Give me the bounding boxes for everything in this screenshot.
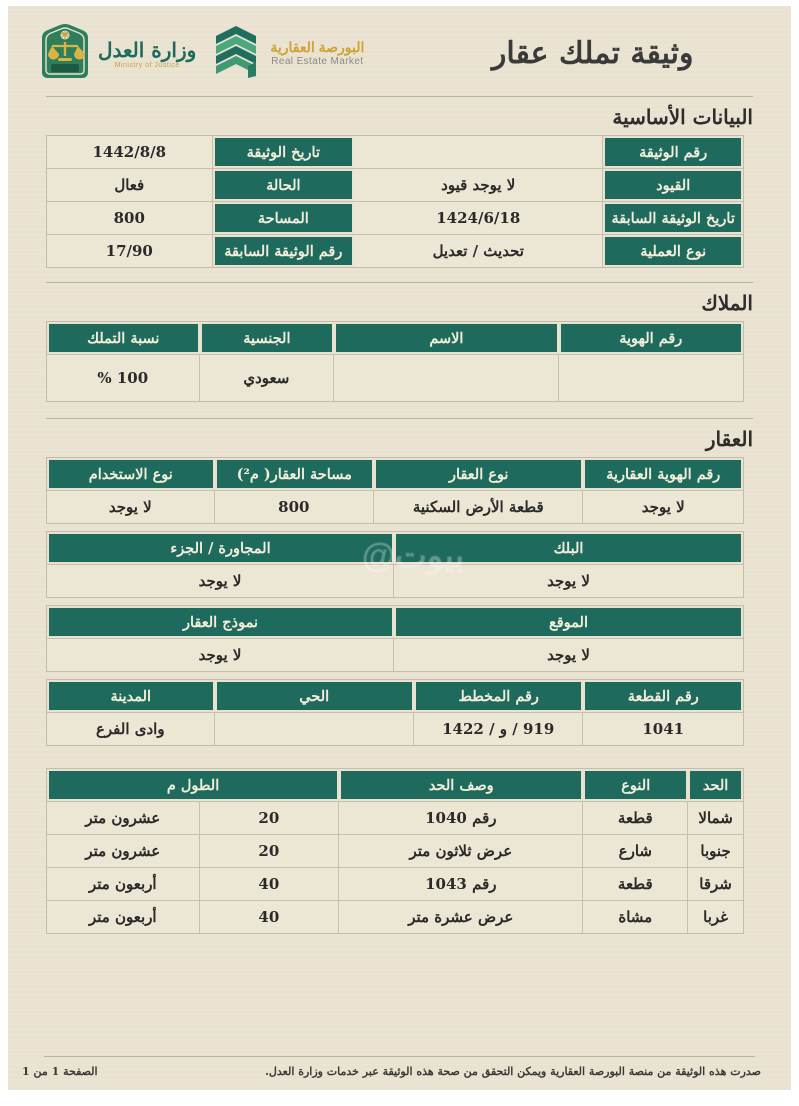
boundary-row-south xyxy=(47,835,743,868)
column-header: رقم الهوية العقارية xyxy=(583,458,743,490)
table-row xyxy=(47,639,743,671)
district-value xyxy=(215,713,414,745)
table-row xyxy=(47,169,743,202)
header-logos xyxy=(38,22,364,84)
boundary-type: قطعة xyxy=(583,868,688,900)
boundary-description: رقم 1043 xyxy=(339,868,583,900)
column-header: الجنسية xyxy=(200,322,335,354)
property-area-value: 800 xyxy=(215,491,375,523)
location-value: لا يوجد xyxy=(547,646,590,664)
column-header: رقم الهوية xyxy=(559,322,743,354)
column-header: مساحة العقار( م²) xyxy=(215,458,375,490)
boundary-description: عرض ثلاثون متر xyxy=(339,835,583,867)
field-label: تاريخ الوثيقة xyxy=(213,136,355,168)
moj-logo-arabic-label: وزارة العدل xyxy=(98,37,197,62)
rem-logo-arabic-label: البورصة العقارية xyxy=(270,39,365,55)
deed-document xyxy=(8,6,791,1090)
field-value: فعال xyxy=(47,169,213,201)
property-location-table xyxy=(46,605,744,672)
field-value xyxy=(354,136,603,168)
column-header: المدينة xyxy=(47,680,215,712)
basic-data-table xyxy=(46,135,744,268)
field-value: 1442/8/8 xyxy=(47,136,213,168)
rem-logo-english-label: Real Estate Market xyxy=(271,56,364,67)
property-usage-value: لا يوجد xyxy=(47,491,215,523)
model-value: لا يوجد xyxy=(47,639,394,671)
boundary-length-text: عشرون متر xyxy=(47,835,200,867)
owner-id-value xyxy=(559,355,743,401)
field-label: القيود xyxy=(603,169,743,201)
column-header: نموذج العقار xyxy=(47,606,394,638)
table-header-row xyxy=(47,532,743,565)
column-header: نوع العقار xyxy=(374,458,583,490)
property-plot-table xyxy=(46,679,744,746)
field-value: 17/90 xyxy=(47,235,213,267)
property-type-value: قطعة الأرض السكنية xyxy=(374,491,583,523)
boundary-row-east xyxy=(47,868,743,901)
boundary-side: شرقا xyxy=(699,875,732,893)
table-header-row xyxy=(47,680,743,713)
table-row xyxy=(47,355,743,401)
field-label: المساحة xyxy=(213,202,355,234)
plan-number-value: 919 / و / 1422 xyxy=(414,713,584,745)
table-header-row xyxy=(47,769,743,802)
boundary-length-text: أربعون متر xyxy=(47,868,200,900)
property-main-table xyxy=(46,457,744,524)
boundary-length-text: عشرون متر xyxy=(47,802,200,834)
real-estate-market-logo xyxy=(210,24,364,82)
boundary-side: جنوبا xyxy=(700,842,731,860)
boundary-row-west xyxy=(47,901,743,933)
boundary-length-text: أربعون متر xyxy=(47,901,200,933)
boundary-row-north xyxy=(47,802,743,835)
document-footer xyxy=(8,1056,791,1078)
footer-note: صدرت هذه الوثيقة من منصة البورصة العقارية ويمكن التحقق من صحة هذه الوثيقة عبر خدمات وزارة العدل. xyxy=(265,1065,761,1078)
column-header: الاسم xyxy=(334,322,558,354)
section-title-property: العقار xyxy=(705,427,753,451)
column-header: رقم القطعة xyxy=(583,680,743,712)
boundary-type: مشاة xyxy=(583,901,688,933)
boundaries-table xyxy=(46,768,744,934)
boundary-length-number: 40 xyxy=(200,901,340,933)
table-row xyxy=(47,235,743,267)
page-number: الصفحة 1 من 1 xyxy=(22,1065,98,1078)
section-title-owners: الملاك xyxy=(701,291,753,315)
owners-table xyxy=(46,321,744,402)
field-label: الحالة xyxy=(213,169,355,201)
boundary-length-number: 20 xyxy=(200,802,340,834)
ministry-of-justice-logo xyxy=(38,22,196,84)
table-row xyxy=(47,202,743,235)
column-header: النوع xyxy=(583,769,688,801)
block-value: لا يوجد xyxy=(547,572,590,590)
boundary-side: غربا xyxy=(703,908,729,926)
page-title: وثيقة تملك عقار xyxy=(491,35,694,71)
plot-number-value: 1041 xyxy=(642,720,685,738)
column-header: المجاورة / الجزء xyxy=(47,532,394,564)
column-header: الحي xyxy=(215,680,414,712)
owner-name-value xyxy=(334,355,558,401)
table-row xyxy=(47,491,743,523)
owner-nationality-value: سعودي xyxy=(200,355,335,401)
document-header xyxy=(8,6,791,90)
column-header: البلك xyxy=(394,532,743,564)
boundary-length-number: 20 xyxy=(200,835,340,867)
section-title-basic-data: البيانات الأساسية xyxy=(612,105,753,129)
section-divider xyxy=(46,282,753,283)
property-id-value: لا يوجد xyxy=(641,498,685,516)
boundary-type: قطعة xyxy=(583,802,688,834)
column-header: رقم المخطط xyxy=(414,680,584,712)
column-header: وصف الحد xyxy=(339,769,583,801)
field-label: نوع العملية xyxy=(603,235,743,267)
section-divider xyxy=(46,418,753,419)
table-row xyxy=(47,565,743,597)
field-label: رقم الوثيقة السابقة xyxy=(213,235,355,267)
boundary-side: شمالا xyxy=(698,809,733,827)
boundary-description: عرض عشرة متر xyxy=(339,901,583,933)
field-label: تاريخ الوثيقة السابقة xyxy=(603,202,743,234)
table-header-row xyxy=(47,458,743,491)
field-value: تحديث / تعديل xyxy=(354,235,603,267)
column-header: نسبة التملك xyxy=(47,322,200,354)
moj-logo-english-label: Ministry of Justice xyxy=(114,61,180,69)
table-row xyxy=(47,136,743,169)
header-divider xyxy=(46,96,753,97)
table-row xyxy=(47,713,743,745)
field-value: 800 xyxy=(47,202,213,234)
owner-share-value: 100 % xyxy=(47,355,200,401)
column-header: الحد xyxy=(688,769,743,801)
footer-divider xyxy=(44,1056,755,1057)
moj-emblem-icon xyxy=(38,22,92,84)
city-value: وادى الفرع xyxy=(47,713,215,745)
column-header: الموقع xyxy=(394,606,743,638)
watermark: بيوت@ xyxy=(361,537,465,575)
field-value: 1424/6/18 xyxy=(354,202,603,234)
field-value: لا يوجد قيود xyxy=(354,169,603,201)
table-header-row xyxy=(47,606,743,639)
column-header: الطول م xyxy=(47,769,339,801)
property-block-table xyxy=(46,531,744,598)
boundary-description: رقم 1040 xyxy=(339,802,583,834)
field-label: رقم الوثيقة xyxy=(603,136,743,168)
table-header-row xyxy=(47,322,743,355)
rem-stack-icon xyxy=(210,24,262,82)
boundary-length-number: 40 xyxy=(200,868,340,900)
adjacency-value: لا يوجد xyxy=(47,565,394,597)
boundary-type: شارع xyxy=(583,835,688,867)
column-header: نوع الاستخدام xyxy=(47,458,215,490)
document-body xyxy=(8,105,791,934)
